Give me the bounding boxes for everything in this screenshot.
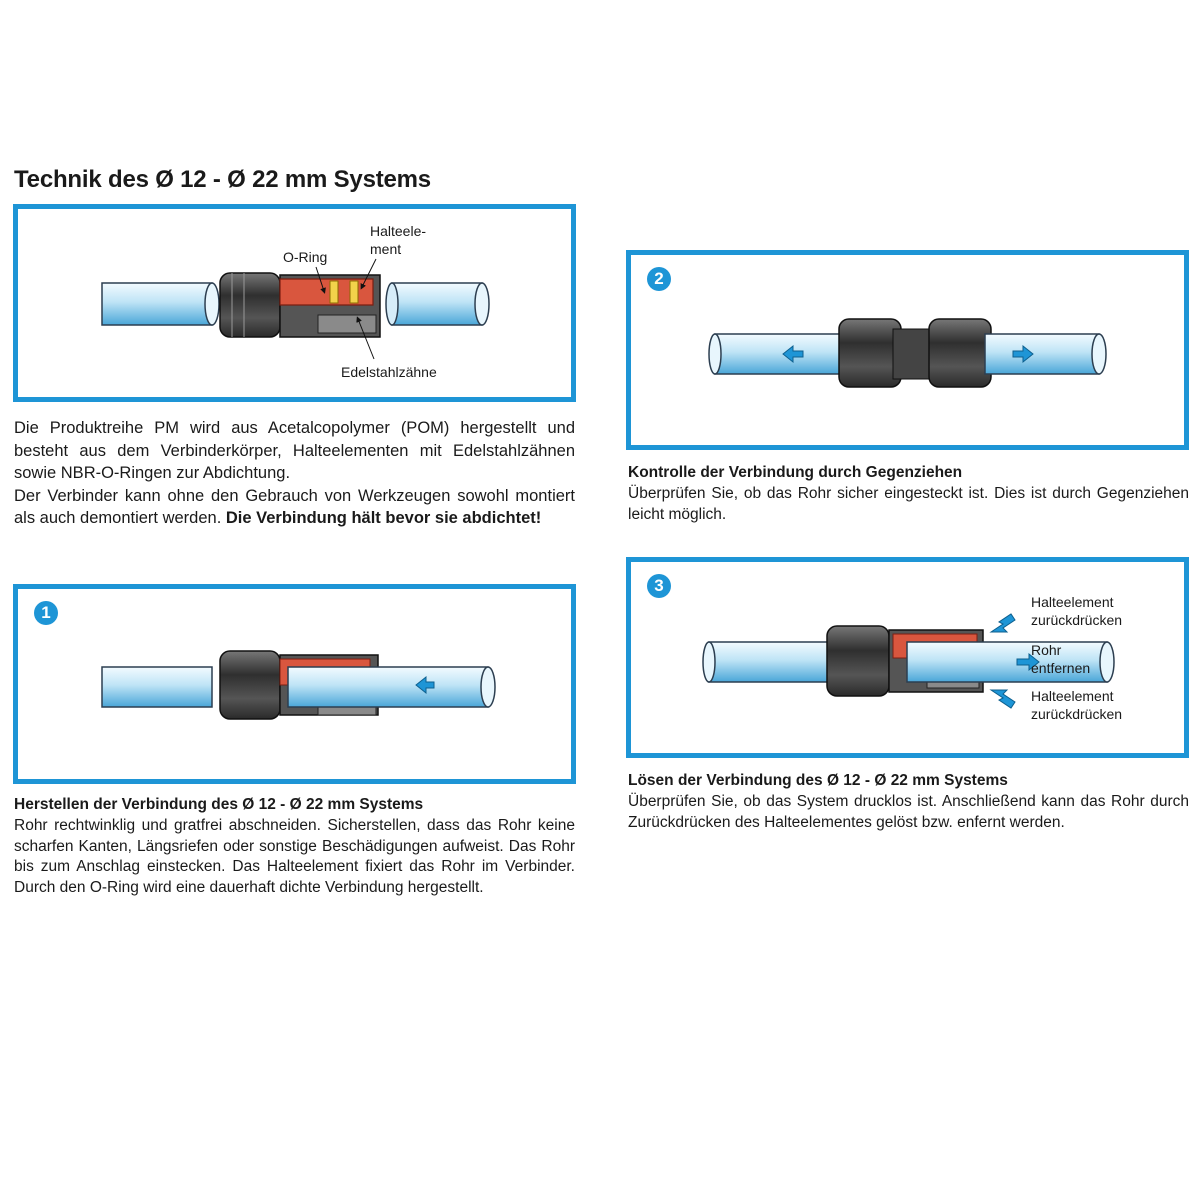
overview-illustration	[18, 209, 571, 397]
intro-text	[14, 417, 575, 530]
step1-illustration	[18, 589, 571, 779]
label-mid-2: entfernen	[1031, 660, 1091, 676]
intro-p2: Der Verbinder kann ohne den Gebrauch von Werkzeugen sowohl montiert als auch demontiert werden.	[14, 486, 575, 528]
step2-fitting	[839, 319, 991, 387]
label-halteelement-2: ment	[370, 241, 402, 257]
label-halteelement-1: Halteele-	[370, 223, 427, 239]
step3-badge: 3	[647, 574, 671, 598]
label-top-2: zurückdrücken	[1031, 612, 1123, 628]
label-bottom-2: zurückdrücken	[1031, 706, 1123, 722]
step3-heading: Lösen der Verbindung des Ø 12 - Ø 22 mm Systems	[628, 772, 1008, 789]
step1-text: Rohr rechtwinklig und gratfrei abschneiden. Sicherstellen, dass das Rohr keine scharfen Kanten, Längsriefen oder sonstige Beschädigungen aufweist. Das Rohr bis zum Anschlag einstecken. Das Halteelement fixiert das Rohr im Verbinder. Durch den O-Ring wird eine dauerhaft dichte Verbindung hergestellt.	[14, 817, 575, 896]
step3-text: Überprüfen Sie, ob das System drucklos ist. Anschließend kann das Rohr durch Zurückdrücken des Halteelementes gelöst bzw. enfernt werden.	[628, 793, 1189, 831]
step1-pipe-inserted	[288, 667, 495, 707]
label-mid-1: Rohr	[1031, 642, 1062, 658]
intro-p2-bold: Die Verbindung hält bevor sie abdichtet!	[225, 509, 542, 528]
step3-pipe-left	[709, 642, 833, 682]
push-back-top-arrow-icon	[991, 614, 1015, 632]
step1-panel	[13, 584, 576, 784]
step2-illustration	[631, 255, 1184, 445]
label-top-1: Halteelement	[1031, 594, 1114, 610]
step2-pipe-right	[985, 334, 1099, 374]
step2-badge: 2	[647, 267, 671, 291]
label-bottom-1: Halteelement	[1031, 688, 1114, 704]
page-title: Technik des Ø 12 - Ø 22 mm Systems	[14, 166, 431, 193]
label-edelstahl: Edelstahlzähne	[341, 364, 437, 380]
step2-panel	[626, 250, 1189, 450]
fitting-cutaway	[220, 273, 380, 337]
pipe-right	[386, 283, 489, 325]
intro-p1: Die Produktreihe PM wird aus Acetalcopolymer (POM) hergestellt und besteht aus dem Verbinderkörper, Halteelementen mit Edelstahlzähnen sowie NBR-O-Ringen zur Abdichtung.	[14, 419, 575, 483]
step3-illustration	[631, 562, 1184, 753]
overview-panel	[13, 204, 576, 402]
step1-badge: 1	[34, 601, 58, 625]
step2-pipe-left	[715, 334, 845, 374]
step1-pipe-left	[102, 667, 212, 707]
step2-text: Überprüfen Sie, ob das Rohr sicher eingesteckt ist. Dies ist durch Gegenziehen leicht möglich.	[628, 485, 1189, 523]
pipe-left	[102, 283, 219, 325]
step2-heading: Kontrolle der Verbindung durch Gegenziehen	[628, 464, 963, 481]
step1-heading: Herstellen der Verbindung des Ø 12 - Ø 22 mm Systems	[14, 796, 424, 813]
step3-panel	[626, 557, 1189, 758]
label-oring: O-Ring	[283, 249, 328, 265]
push-back-bottom-arrow-icon	[991, 690, 1015, 708]
